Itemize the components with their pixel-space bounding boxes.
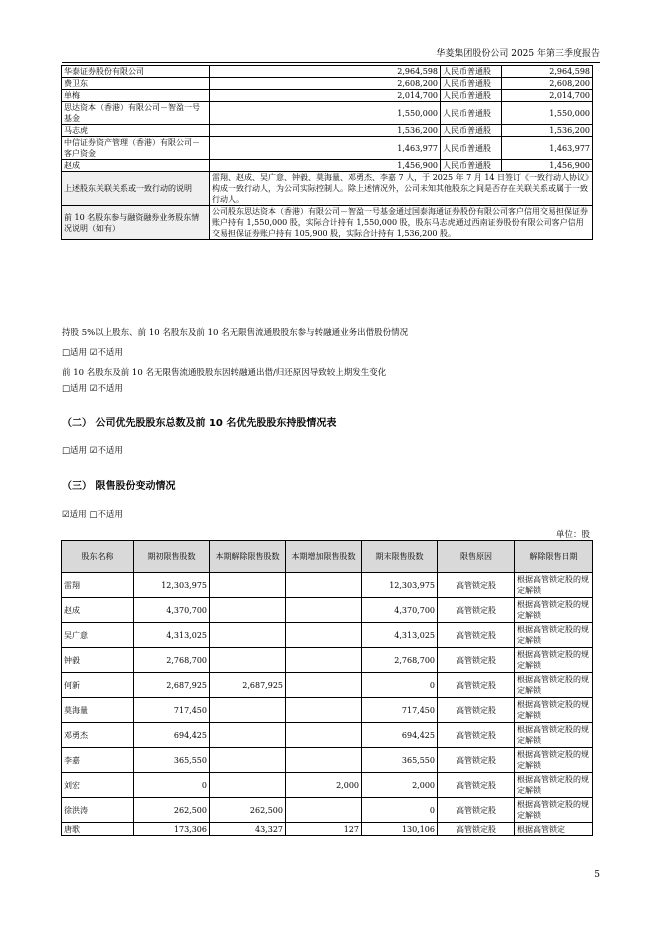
added-shares xyxy=(286,573,362,598)
table-header-row xyxy=(62,541,593,573)
section3-option: ☑适用 □不适用 xyxy=(62,510,123,520)
restrict-reason: 高管锁定股 xyxy=(438,798,515,823)
begin-shares: 2,768,700 xyxy=(134,648,210,673)
table-row xyxy=(62,698,593,723)
released-shares xyxy=(210,648,286,673)
holder-shares: 2,608,200 xyxy=(210,78,441,90)
holder-shares: 1,456,900 xyxy=(210,160,441,172)
end-shares: 694,425 xyxy=(362,723,438,748)
added-shares: 127 xyxy=(286,823,362,836)
added-shares xyxy=(286,648,362,673)
end-shares: 717,450 xyxy=(362,698,438,723)
column-header: 股东名称 xyxy=(62,541,134,573)
section3-title: （三） 限售股份变动情况 xyxy=(62,481,176,492)
share-type: 人民币普通股 xyxy=(441,66,502,78)
restrict-reason: 高管锁定股 xyxy=(438,573,515,598)
holder-name: 徐洪涛 xyxy=(62,798,134,823)
end-shares: 130,106 xyxy=(362,823,438,836)
restrict-reason: 高管锁定股 xyxy=(438,673,515,698)
table-row xyxy=(62,673,593,698)
begin-shares: 694,425 xyxy=(134,723,210,748)
page-header: 华菱集团股份公司 2025 年第三季度报告 xyxy=(62,46,600,63)
section2-title: （二） 公司优先股股东总数及前 10 名优先股股东持股情况表 xyxy=(62,418,337,429)
share-type: 人民币普通股 xyxy=(441,78,502,90)
release-date: 根据高管锁定股的规定解锁 xyxy=(515,698,593,723)
page-number: 5 xyxy=(594,870,600,880)
begin-shares: 365,550 xyxy=(134,748,210,773)
column-header: 期初限售股数 xyxy=(134,541,210,573)
table-row xyxy=(62,573,593,598)
unit-label: 单位：股 xyxy=(555,530,590,540)
added-shares xyxy=(286,623,362,648)
restrict-reason: 高管锁定股 xyxy=(438,773,515,798)
begin-shares: 4,370,700 xyxy=(134,598,210,623)
holder-shares: 2,014,700 xyxy=(210,90,441,102)
end-shares: 4,370,700 xyxy=(362,598,438,623)
released-shares xyxy=(210,623,286,648)
added-shares xyxy=(286,598,362,623)
holder-shares: 1,463,977 xyxy=(210,137,441,160)
release-date: 根据高管锁定股的规定解锁 xyxy=(515,673,593,698)
lending-title: 持股 5%以上股东、前 10 名股东及前 10 名无限售流通股股东参与转融通业务出借股份情况 xyxy=(62,328,409,338)
added-shares: 2,000 xyxy=(286,773,362,798)
holder-name: 单梅 xyxy=(62,90,210,102)
table-row xyxy=(62,598,593,623)
restrict-reason: 高管锁定股 xyxy=(438,698,515,723)
release-date: 根据高管锁定股的规定解锁 xyxy=(515,723,593,748)
share-type: 人民币普通股 xyxy=(441,102,502,125)
column-header: 期末限售股数 xyxy=(362,541,438,573)
holder-name: 华泰证券股份有限公司 xyxy=(62,66,210,78)
end-shares: 2,768,700 xyxy=(362,648,438,673)
begin-shares: 717,450 xyxy=(134,698,210,723)
margin-note-label: 前 10 名股东参与融资融券业务股东情况说明（如有） xyxy=(62,206,210,240)
table-row xyxy=(62,66,593,78)
column-header: 解除限售日期 xyxy=(515,541,593,573)
restricted-shares-table xyxy=(61,540,593,836)
release-date: 根据高管锁定股的规定解锁 xyxy=(515,623,593,648)
holder-name: 李嘉 xyxy=(62,748,134,773)
added-shares xyxy=(286,698,362,723)
table-row xyxy=(62,773,593,798)
holder-name: 钟毅 xyxy=(62,648,134,673)
holder-shares: 1,550,000 xyxy=(210,102,441,125)
release-date: 根据高管锁定股的规定解锁 xyxy=(515,773,593,798)
holder-name: 赵成 xyxy=(62,598,134,623)
begin-shares: 4,313,025 xyxy=(134,623,210,648)
holder-name: 费卫东 xyxy=(62,78,210,90)
released-shares xyxy=(210,698,286,723)
section2-option: □适用 ☑不适用 xyxy=(62,446,123,456)
related-note-text: 雷翔、赵成、吴广意、钟毅、莫海量、邓勇杰、李嘉 7 人，于 2025 年 7 月 14 日签订《一致行动人协议》构成一致行动人，为公司实际控制人。除上述情况外，公司未知其他股东之间是否存在关联关系或属于一致行动人。 xyxy=(210,172,593,206)
holder-name: 邓勇杰 xyxy=(62,723,134,748)
share-count: 2,608,200 xyxy=(502,78,593,90)
begin-shares: 262,500 xyxy=(134,798,210,823)
release-date: 根据高管锁定股的规定解锁 xyxy=(515,598,593,623)
restrict-reason: 高管锁定股 xyxy=(438,623,515,648)
released-shares: 2,687,925 xyxy=(210,673,286,698)
holder-shares: 2,964,598 xyxy=(210,66,441,78)
added-shares xyxy=(286,723,362,748)
begin-shares: 2,687,925 xyxy=(134,673,210,698)
margin-note-text: 公司股东思达资本（香港）有限公司－智盈一号基金通过国泰海通证券股份有限公司客户信用交易担保证券账户持有 1,550,000 股，实际合计持有 1,550,000 股，股东马志虎通过西南证券股份有限公司客户信用交易担保证券账户持有 105,900 股，实际合计持有 1,536,200 股。 xyxy=(210,206,593,240)
share-count: 2,014,700 xyxy=(502,90,593,102)
release-date: 根据高管锁定 xyxy=(515,823,593,836)
restrict-reason: 高管锁定股 xyxy=(438,723,515,748)
released-shares xyxy=(210,573,286,598)
released-shares xyxy=(210,748,286,773)
change-option: □适用 ☑不适用 xyxy=(62,384,123,394)
restrict-reason: 高管锁定股 xyxy=(438,823,515,836)
lending-option: □适用 ☑不适用 xyxy=(62,348,123,358)
holder-shares: 1,536,200 xyxy=(210,125,441,137)
restrict-reason: 高管锁定股 xyxy=(438,748,515,773)
column-header: 本期解除限售股数 xyxy=(210,541,286,573)
released-shares xyxy=(210,598,286,623)
table-row xyxy=(62,823,593,836)
holder-name: 马志虎 xyxy=(62,125,210,137)
added-shares xyxy=(286,798,362,823)
share-count: 1,456,900 xyxy=(502,160,593,172)
table-row xyxy=(62,648,593,673)
top-holders-table xyxy=(61,65,593,240)
end-shares: 4,313,025 xyxy=(362,623,438,648)
end-shares: 0 xyxy=(362,673,438,698)
table-row xyxy=(62,798,593,823)
holder-name: 唐歌 xyxy=(62,823,134,836)
holder-name: 赵成 xyxy=(62,160,210,172)
end-shares: 12,303,975 xyxy=(362,573,438,598)
released-shares: 43,327 xyxy=(210,823,286,836)
holder-name: 思达资本（香港）有限公司－智盈一号基金 xyxy=(62,102,210,125)
related-note-label: 上述股东关联关系或一致行动的说明 xyxy=(62,172,210,206)
added-shares xyxy=(286,673,362,698)
related-note-row xyxy=(62,172,593,206)
holder-name: 刘宏 xyxy=(62,773,134,798)
released-shares xyxy=(210,773,286,798)
release-date: 根据高管锁定股的规定解锁 xyxy=(515,573,593,598)
table-row xyxy=(62,78,593,90)
holder-name: 雷翔 xyxy=(62,573,134,598)
share-type: 人民币普通股 xyxy=(441,125,502,137)
holder-name: 莫海量 xyxy=(62,698,134,723)
column-header: 限售原因 xyxy=(438,541,515,573)
holder-name: 吴广意 xyxy=(62,623,134,648)
restrict-reason: 高管锁定股 xyxy=(438,648,515,673)
share-type: 人民币普通股 xyxy=(441,137,502,160)
share-count: 1,463,977 xyxy=(502,137,593,160)
release-date: 根据高管锁定股的规定解锁 xyxy=(515,748,593,773)
table-row xyxy=(62,623,593,648)
table-row xyxy=(62,137,593,160)
release-date: 根据高管锁定股的规定解锁 xyxy=(515,648,593,673)
release-date: 根据高管锁定股的规定解锁 xyxy=(515,798,593,823)
restrict-reason: 高管锁定股 xyxy=(438,598,515,623)
end-shares: 0 xyxy=(362,798,438,823)
table-row xyxy=(62,723,593,748)
begin-shares: 12,303,975 xyxy=(134,573,210,598)
share-type: 人民币普通股 xyxy=(441,160,502,172)
margin-note-row xyxy=(62,206,593,240)
share-count: 1,550,000 xyxy=(502,102,593,125)
begin-shares: 173,306 xyxy=(134,823,210,836)
holder-name: 何新 xyxy=(62,673,134,698)
table-row xyxy=(62,102,593,125)
change-title: 前 10 名股东及前 10 名无限售流通股股东因转融通出借/归还原因导致较上期发生变化 xyxy=(62,368,387,378)
share-type: 人民币普通股 xyxy=(441,90,502,102)
holder-name: 中信证券资产管理（香港）有限公司－客户资金 xyxy=(62,137,210,160)
table-row xyxy=(62,125,593,137)
table-row xyxy=(62,90,593,102)
end-shares: 365,550 xyxy=(362,748,438,773)
column-header: 本期增加限售股数 xyxy=(286,541,362,573)
added-shares xyxy=(286,748,362,773)
released-shares xyxy=(210,723,286,748)
begin-shares: 0 xyxy=(134,773,210,798)
table-row xyxy=(62,160,593,172)
share-count: 2,964,598 xyxy=(502,66,593,78)
share-count: 1,536,200 xyxy=(502,125,593,137)
released-shares: 262,500 xyxy=(210,798,286,823)
table-row xyxy=(62,748,593,773)
end-shares: 2,000 xyxy=(362,773,438,798)
